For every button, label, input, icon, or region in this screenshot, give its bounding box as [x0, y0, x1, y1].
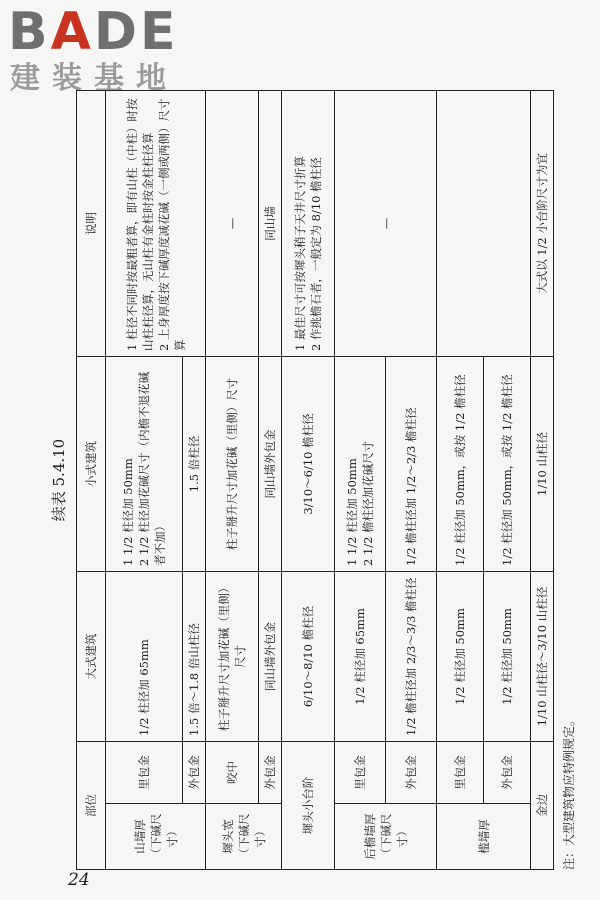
cell-label: 咬中 — [206, 742, 259, 804]
cell-desc — [282, 91, 335, 357]
header-large: 大式建筑 — [77, 572, 106, 742]
cell-desc — [437, 91, 531, 357]
cell-label: 里包金 — [437, 742, 484, 804]
list-item: 1 1/2 柱径加 50mm — [345, 458, 359, 566]
table-row — [282, 91, 335, 870]
cell-large: 6/10～8/10 檐柱径 — [282, 572, 335, 742]
cell-large: 1/2 柱径加 50mm — [484, 572, 531, 742]
logo-subtitle: 建装基地 — [10, 61, 178, 96]
cell-small: 1/10 山柱径 — [531, 357, 554, 572]
logo-wordmark: BADE — [8, 2, 179, 62]
table-row — [259, 91, 282, 870]
cell-large: 柱子掰升尺寸加花碱（里侧）尺寸 — [206, 572, 259, 742]
cell-small: 柱子掰升尺寸加花碱（里侧）尺寸 — [206, 357, 259, 572]
row-group-jianqiang: 槛墙厚 — [437, 804, 531, 870]
table-row — [106, 91, 183, 870]
cell-small: 1/2 柱径加 50mm，或按 1/2 檐柱径 — [437, 357, 484, 572]
list-item: 1 柱径不同时按最粗者算，即有山柱（中柱）时按山柱柱径算，无山柱有金柱时按金柱柱径算 — [124, 98, 155, 351]
header-desc: 说明 — [77, 91, 106, 357]
cell-large: 1.5 倍～1.8 倍山柱径 — [183, 572, 206, 742]
table-row — [335, 91, 386, 870]
cell-label: 里包金 — [106, 742, 183, 804]
cell-label: 外包金 — [386, 742, 437, 804]
cell-desc: — — [335, 91, 437, 357]
cell-small — [335, 357, 386, 572]
list-item: 2 1/2 柱径加花碱尺寸（内檐不退花碱者不加） — [137, 371, 167, 566]
cell-label: 墀头小台阶 — [282, 742, 335, 870]
rotated-page — [48, 90, 576, 870]
cell-desc: 同山墙 — [259, 91, 282, 357]
cell-label: 里包金 — [335, 742, 386, 804]
table-row — [531, 91, 554, 870]
table-header-row — [77, 91, 106, 870]
header-part: 部位 — [77, 742, 106, 870]
table-title: 续表 5.4.10 — [50, 438, 68, 522]
header-small: 小式建筑 — [77, 357, 106, 572]
cell-large: 同山墙外包金 — [259, 572, 282, 742]
cell-small: 1/2 檐柱径加 1/2～2/3 檐柱径 — [386, 357, 437, 572]
list-item: 2 作挑檐石者，一般定为 8/10 檐柱径 — [309, 157, 323, 351]
cell-desc: 大式以 1/2 小台阶尺寸为宜 — [531, 91, 554, 357]
cell-small: 同山墙外包金 — [259, 357, 282, 572]
cell-large: 1/2 檐柱径加 2/3～3/3 檐柱径 — [386, 572, 437, 742]
cell-small — [106, 357, 183, 572]
table-row — [206, 91, 259, 870]
cell-label: 外包金 — [183, 742, 206, 804]
spec-table — [76, 90, 554, 870]
row-group-saitou: 墀头宽（下碱尺寸） — [206, 804, 282, 870]
cell-large: 1/2 柱径加 65mm — [106, 572, 183, 742]
row-group-shanqiang: 山墙厚（下碱尺寸） — [106, 804, 206, 870]
row-group-houyan: 后檐墙厚（下碱尺寸） — [335, 804, 437, 870]
cell-desc: — — [206, 91, 259, 357]
cell-small: 1/2 柱径加 50mm，或按 1/2 檐柱径 — [484, 357, 531, 572]
table-row — [437, 91, 484, 870]
cell-desc — [106, 91, 206, 357]
cell-large: 1/2 柱径加 65mm — [335, 572, 386, 742]
cell-small: 3/10～6/10 檐柱径 — [282, 357, 335, 572]
bade-logo — [8, 2, 179, 96]
table-note: 注：大型建筑物应特例规定。 — [562, 713, 576, 870]
cell-large: 1/2 柱径加 50mm — [437, 572, 484, 742]
cell-label: 金边 — [531, 742, 554, 870]
cell-label: 外包金 — [484, 742, 531, 804]
list-item: 1 1/2 柱径加 50mm — [121, 458, 135, 566]
cell-large: 1/10 山柱径～3/10 山柱径 — [531, 572, 554, 742]
list-item: 1 最佳尺寸可按墀头稍子天井尺寸折算 — [293, 156, 307, 351]
list-item: 2 上身厚度按下碱厚度减花碱（一侧或两侧）尺寸算 — [156, 98, 187, 351]
cell-small: 1.5 倍柱径 — [183, 357, 206, 572]
list-item: 2 1/2 檐柱径加花碱尺寸 — [361, 440, 375, 566]
page-number: 24 — [68, 870, 90, 890]
cell-label: 外包金 — [259, 742, 282, 804]
